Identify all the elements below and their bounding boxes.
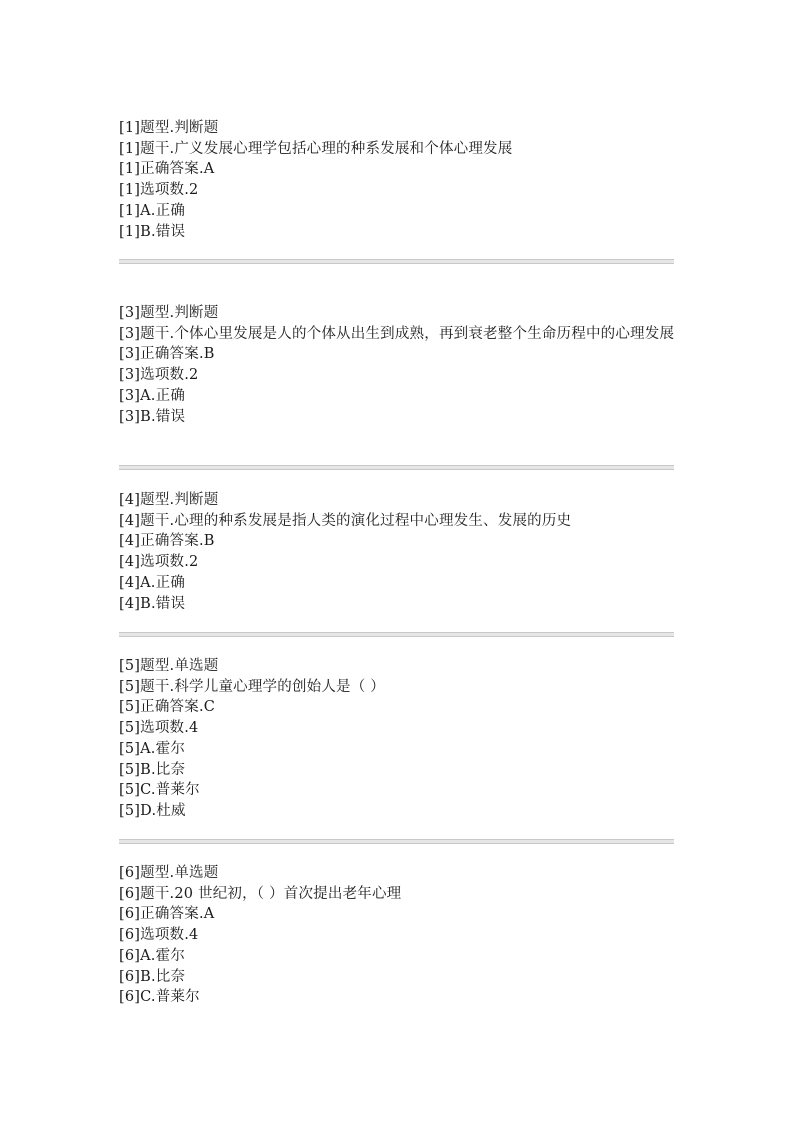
question-type: [4]题型.判断题 [119,492,219,508]
correct-answer: [1]正确答案.A [119,161,215,178]
question-block-3 [119,303,679,427]
question-type: [6]题型.单选题 [119,865,219,881]
question-type: [3]题型.判断题 [119,305,219,321]
question-type: [5]题型.单选题 [119,658,219,674]
option-b: [1]B.错误 [119,223,186,240]
separator-rule [119,632,674,637]
option-a: [5]A.霍尔 [119,740,186,757]
option-c: [6]C.普莱尔 [119,989,200,1006]
option-c: [5]C.普莱尔 [119,782,200,799]
option-a: [1]A.正确 [119,202,186,219]
separator-rule [119,465,674,470]
option-b: [5]B.比奈 [119,761,186,778]
option-count: [5]选项数.4 [119,720,199,737]
option-count: [3]选项数.2 [119,367,199,384]
question-stem: [5]题干.科学儿童心理学的创始人是（ ） [119,678,385,695]
option-a: [3]A.正确 [119,387,186,404]
option-a: [4]A.正确 [119,574,186,591]
correct-answer: [3]正确答案.B [119,346,215,363]
option-d: [5]D.杜威 [119,802,186,819]
question-stem: [6]题干.20 世纪初，（ ）首次提出老年心理 [119,885,402,902]
option-a: [6]A.霍尔 [119,947,186,964]
question-block-5 [119,656,679,822]
separator-rule [119,259,674,264]
correct-answer: [5]正确答案.C [119,699,216,716]
option-count: [1]选项数.2 [119,182,199,199]
question-stem: [1]题干.广义发展心理学包括心理的种系发展和个体心理发展 [119,140,513,157]
question-block-4 [119,490,679,614]
option-b: [6]B.比奈 [119,968,186,985]
separator-rule [119,839,674,844]
correct-answer: [6]正确答案.A [119,906,215,923]
option-count: [6]选项数.4 [119,927,199,944]
question-block-6 [119,863,679,1008]
option-count: [4]选项数.2 [119,554,199,571]
question-stem: [4]题干.心理的种系发展是指人类的演化过程中心理发生、发展的历史 [119,512,572,529]
option-b: [4]B.错误 [119,595,186,612]
question-block-1 [119,118,679,242]
option-b: [3]B.错误 [119,408,186,425]
question-stem: [3]题干.个体心里发展是人的个体从出生到成熟，再到衰老整个生命历程中的心理发展 [119,325,675,342]
correct-answer: [4]正确答案.B [119,533,215,550]
question-type: [1]题型.判断题 [119,120,219,136]
